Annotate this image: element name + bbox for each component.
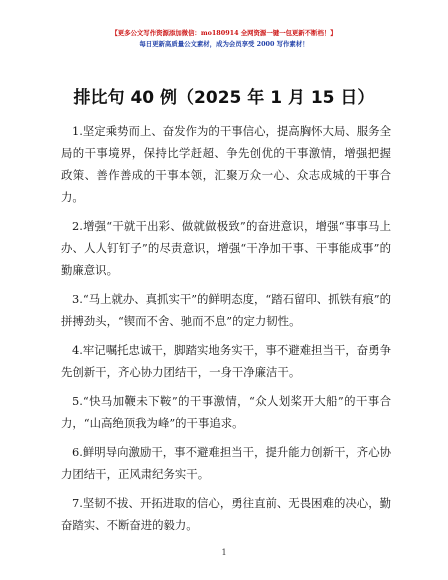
paragraph-6: 6.鲜明导向激励干，事不避难担当干，提升能力创新干，齐心协力团结干，正风肃纪务实干。 [61, 445, 391, 481]
paragraph-2: 2.增强“干就干出彩、做就做极致”的奋进意识，增强“事事马上办、人人钉钉子”的尽责意识，增强“干净加干事、干事能成事”的勤廉意识。 [61, 219, 391, 277]
page-number: 1 [221, 548, 227, 557]
promo-banner [0, 28, 448, 50]
promo-banner-line-1: 【更多公文写作资源添加微信：mo180914 全网资源一键一包更新不断档！】 [111, 29, 337, 37]
paragraph-4: 4.牢记嘱托忠诚干，脚踏实地务实干，事不避难担当干，奋勇争先创新干，齐心协力团结干，一身干净廉洁干。 [61, 343, 391, 379]
paragraph-1: 1.坚定乘势而上、奋发作为的干事信心，提高胸怀大局、服务全局的干事境界，保持比学赶超、争先创优的干事激情，增强把握政策、善作善成的干事本领，汇聚万众一心、众志成城的干事合力。 [61, 124, 391, 204]
promo-banner-line-2: 每日更新高质量公文素材，成为会员享受 2000 写作素材！ [139, 40, 309, 48]
document-body [61, 120, 391, 543]
document-title: 排比句 40 例（2025 年 1 月 15 日） [73, 88, 375, 108]
paragraph-5: 5.“快马加鞭未下鞍”的干事激情，“众人划桨开大船”的干事合力，“山高绝顶我为峰”的干事追求。 [61, 394, 391, 430]
paragraph-7: 7.坚韧不拔、开拓进取的信心，勇往直前、无畏困难的决心，勤奋踏实、不断奋进的毅力。 [61, 496, 391, 532]
paragraph-3: 3.“马上就办、真抓实干”的鲜明态度，“踏石留印、抓铁有痕”的拼搏劲头，“锲而不舍、驰而不息”的定力韧性。 [61, 292, 391, 328]
